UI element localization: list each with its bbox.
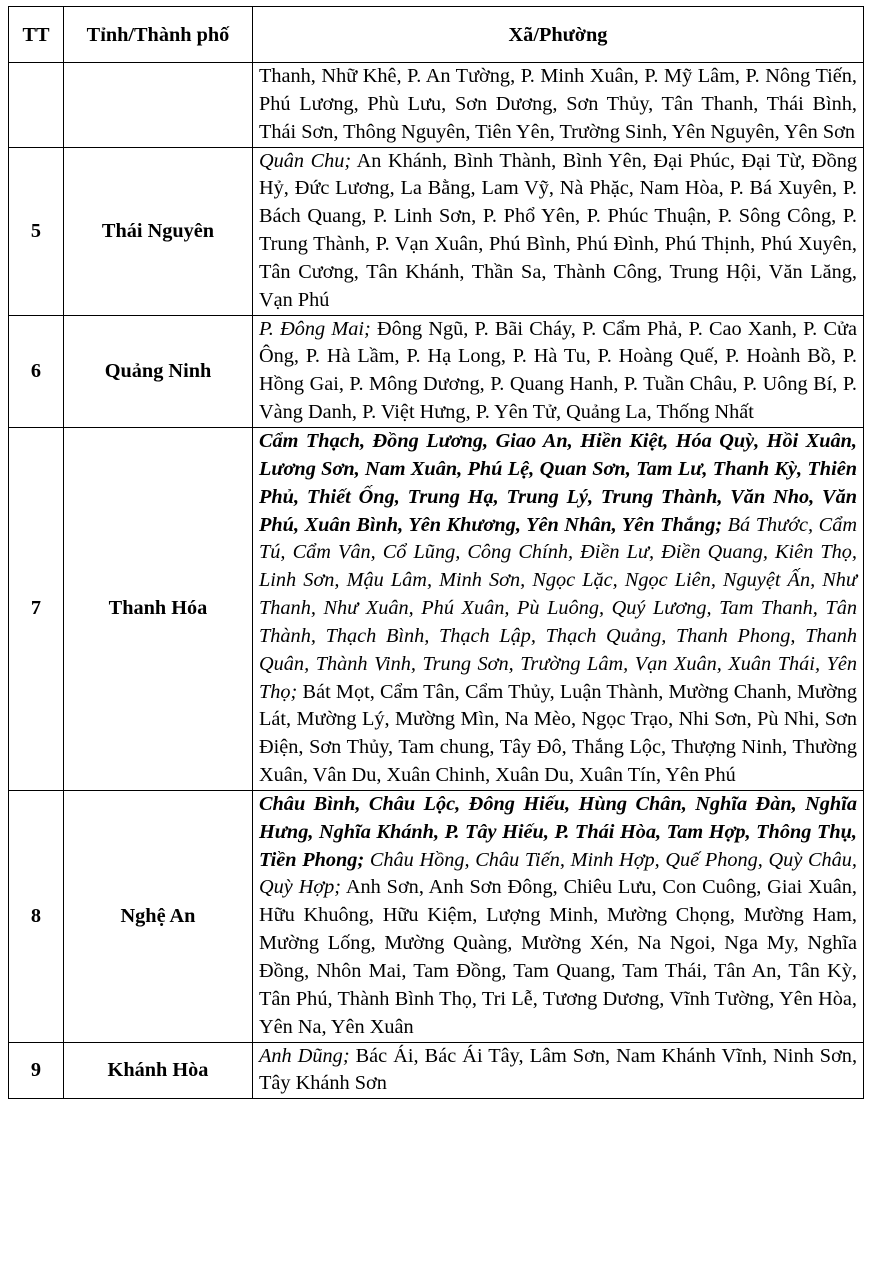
commune-group-italic: P. Đông Mai; [259, 317, 371, 340]
commune-group-plain: Bát Mọt, Cẩm Tân, Cẩm Thủy, Luận Thành, Mường Chanh, Mường Lát, Mường Lý, Mường Mìn, Na Mèo, Ngọc Trạo, Nhi Sơn, Pù Nhi, Sơn Điện, Sơn Thủy, Tam chung, Tây Đô, Thắng Lộc, Thượng Ninh, Thường Xuân, Vân Du, Xuân Chinh, Xuân Du, Xuân Tín, Yên Phú [259, 680, 857, 787]
row-number: 7 [9, 427, 64, 790]
table-row [9, 63, 864, 148]
commune-group-italic: Quân Chu; [259, 149, 352, 172]
header-province: Tỉnh/Thành phố [64, 7, 253, 63]
commune-group-plain: Anh Sơn, Anh Sơn Đông, Chiêu Lưu, Con Cuông, Giai Xuân, Hữu Khuông, Hữu Kiệm, Lượng Minh, Mường Chọng, Mường Ham, Mường Lống, Mường Quàng, Mường Xén, Na Ngoi, Nga My, Nghĩa Đồng, Nhôn Mai, Tam Đồng, Tam Quang, Tam Thái, Tân An, Tân Kỳ, Tân Phú, Thành Bình Thọ, Tri Lễ, Tương Dương, Vĩnh Tường, Yên Hòa, Yên Na, Yên Xuân [259, 876, 857, 1038]
commune-group-bold-italic: Cẩm Thạch, Đồng Lương, Giao An, Hiền Kiệt, Hóa Quỳ, Hồi Xuân, Lương Sơn, Nam Xuân, Phú Lệ, Quan Sơn, Tam Lư, Thanh Kỳ, Thiên Phủ, Thiết Ống, Trung Hạ, Trung Lý, Trung Thành, Văn Nho, Văn Phú, Xuân Bình, Yên Khương, Yên Nhân, Yên Thắng; [259, 429, 857, 536]
commune-list [253, 147, 864, 315]
commune-list [253, 427, 864, 790]
row-number: 5 [9, 147, 64, 315]
commune-group-italic: Châu Hồng, Châu Tiến, Minh Hợp, Quế Phong, Quỳ Châu, Quỳ Hợp; [259, 848, 857, 899]
table-row [9, 1042, 864, 1099]
commune-group-plain: Bác Ái, Bác Ái Tây, Lâm Sơn, Nam Khánh Vĩnh, Ninh Sơn, Tây Khánh Sơn [259, 1044, 858, 1095]
header-communes: Xã/Phường [253, 7, 864, 63]
table-row [9, 790, 864, 1042]
commune-group-plain: An Khánh, Bình Thành, Bình Yên, Đại Phúc, Đại Từ, Đồng Hỷ, Đức Lương, La Bằng, Lam Vỹ, Nà Phặc, Nam Hòa, P. Bá Xuyên, P. Bách Quang, P. Linh Sơn, P. Phổ Yên, P. Phúc Thuận, P. Sông Công, P. Trung Thành, P. Vạn Xuân, Phú Bình, Phú Đình, Phú Thịnh, Phú Xuyên, Tân Cương, Tân Khánh, Thần Sa, Thành Công, Trung Hội, Văn Lăng, Vạn Phú [259, 149, 858, 311]
table-row [9, 147, 864, 315]
commune-group-plain: Đông Ngũ, P. Bãi Cháy, P. Cẩm Phả, P. Cao Xanh, P. Cửa Ông, P. Hà Lầm, P. Hạ Long, P. Hà Tu, P. Hoàng Quế, P. Hoành Bồ, P. Hồng Gai, P. Mông Dương, P. Quang Hanh, P. Tuần Châu, P. Uông Bí, P. Vàng Danh, P. Việt Hưng, P. Yên Tử, Quảng La, Thống Nhất [259, 317, 857, 424]
commune-list [253, 1042, 864, 1099]
province-name: Nghệ An [64, 790, 253, 1042]
province-name: Khánh Hòa [64, 1042, 253, 1099]
commune-list [253, 315, 864, 427]
province-name [64, 63, 253, 148]
province-name: Quảng Ninh [64, 315, 253, 427]
table-row [9, 315, 864, 427]
commune-group-italic: Bá Thước, Cẩm Tú, Cẩm Vân, Cổ Lũng, Công Chính, Điền Lư, Điền Quang, Kiên Thọ, Linh Sơn, Mậu Lâm, Minh Sơn, Ngọc Lặc, Ngọc Liên, Nguyệt Ấn, Như Thanh, Như Xuân, Phú Xuân, Pù Luông, Quý Lương, Tam Thanh, Tân Thành, Thạch Bình, Thạch Lập, Thạch Quảng, Thanh Phong, Thanh Quân, Thành Vinh, Trung Sơn, Trường Lâm, Vạn Xuân, Xuân Thái, Yên Thọ; [259, 513, 857, 703]
row-number: 8 [9, 790, 64, 1042]
province-name: Thanh Hóa [64, 427, 253, 790]
table-row [9, 427, 864, 790]
commune-list [253, 63, 864, 148]
commune-group-italic: Anh Dũng; [259, 1044, 350, 1067]
province-name: Thái Nguyên [64, 147, 253, 315]
commune-list [253, 790, 864, 1042]
row-number: 6 [9, 315, 64, 427]
commune-group-bold-italic: Châu Bình, Châu Lộc, Đông Hiếu, Hùng Chân, Nghĩa Đàn, Nghĩa Hưng, Nghĩa Khánh, P. Tây Hiếu, P. Thái Hòa, Tam Hợp, Thông Thụ, Tiền Phong; [259, 792, 857, 871]
commune-group-plain: Thanh, Nhữ Khê, P. An Tường, P. Minh Xuân, P. Mỹ Lâm, P. Nông Tiến, Phú Lương, Phù Lưu, Sơn Dương, Sơn Thủy, Tân Thanh, Thái Bình, Thái Sơn, Thông Nguyên, Tiên Yên, Trường Sinh, Yên Nguyên, Yên Sơn [259, 65, 857, 143]
table-header-row [9, 7, 864, 63]
row-number: 9 [9, 1042, 64, 1099]
header-tt: TT [9, 7, 64, 63]
commune-table [8, 6, 864, 1099]
row-number [9, 63, 64, 148]
